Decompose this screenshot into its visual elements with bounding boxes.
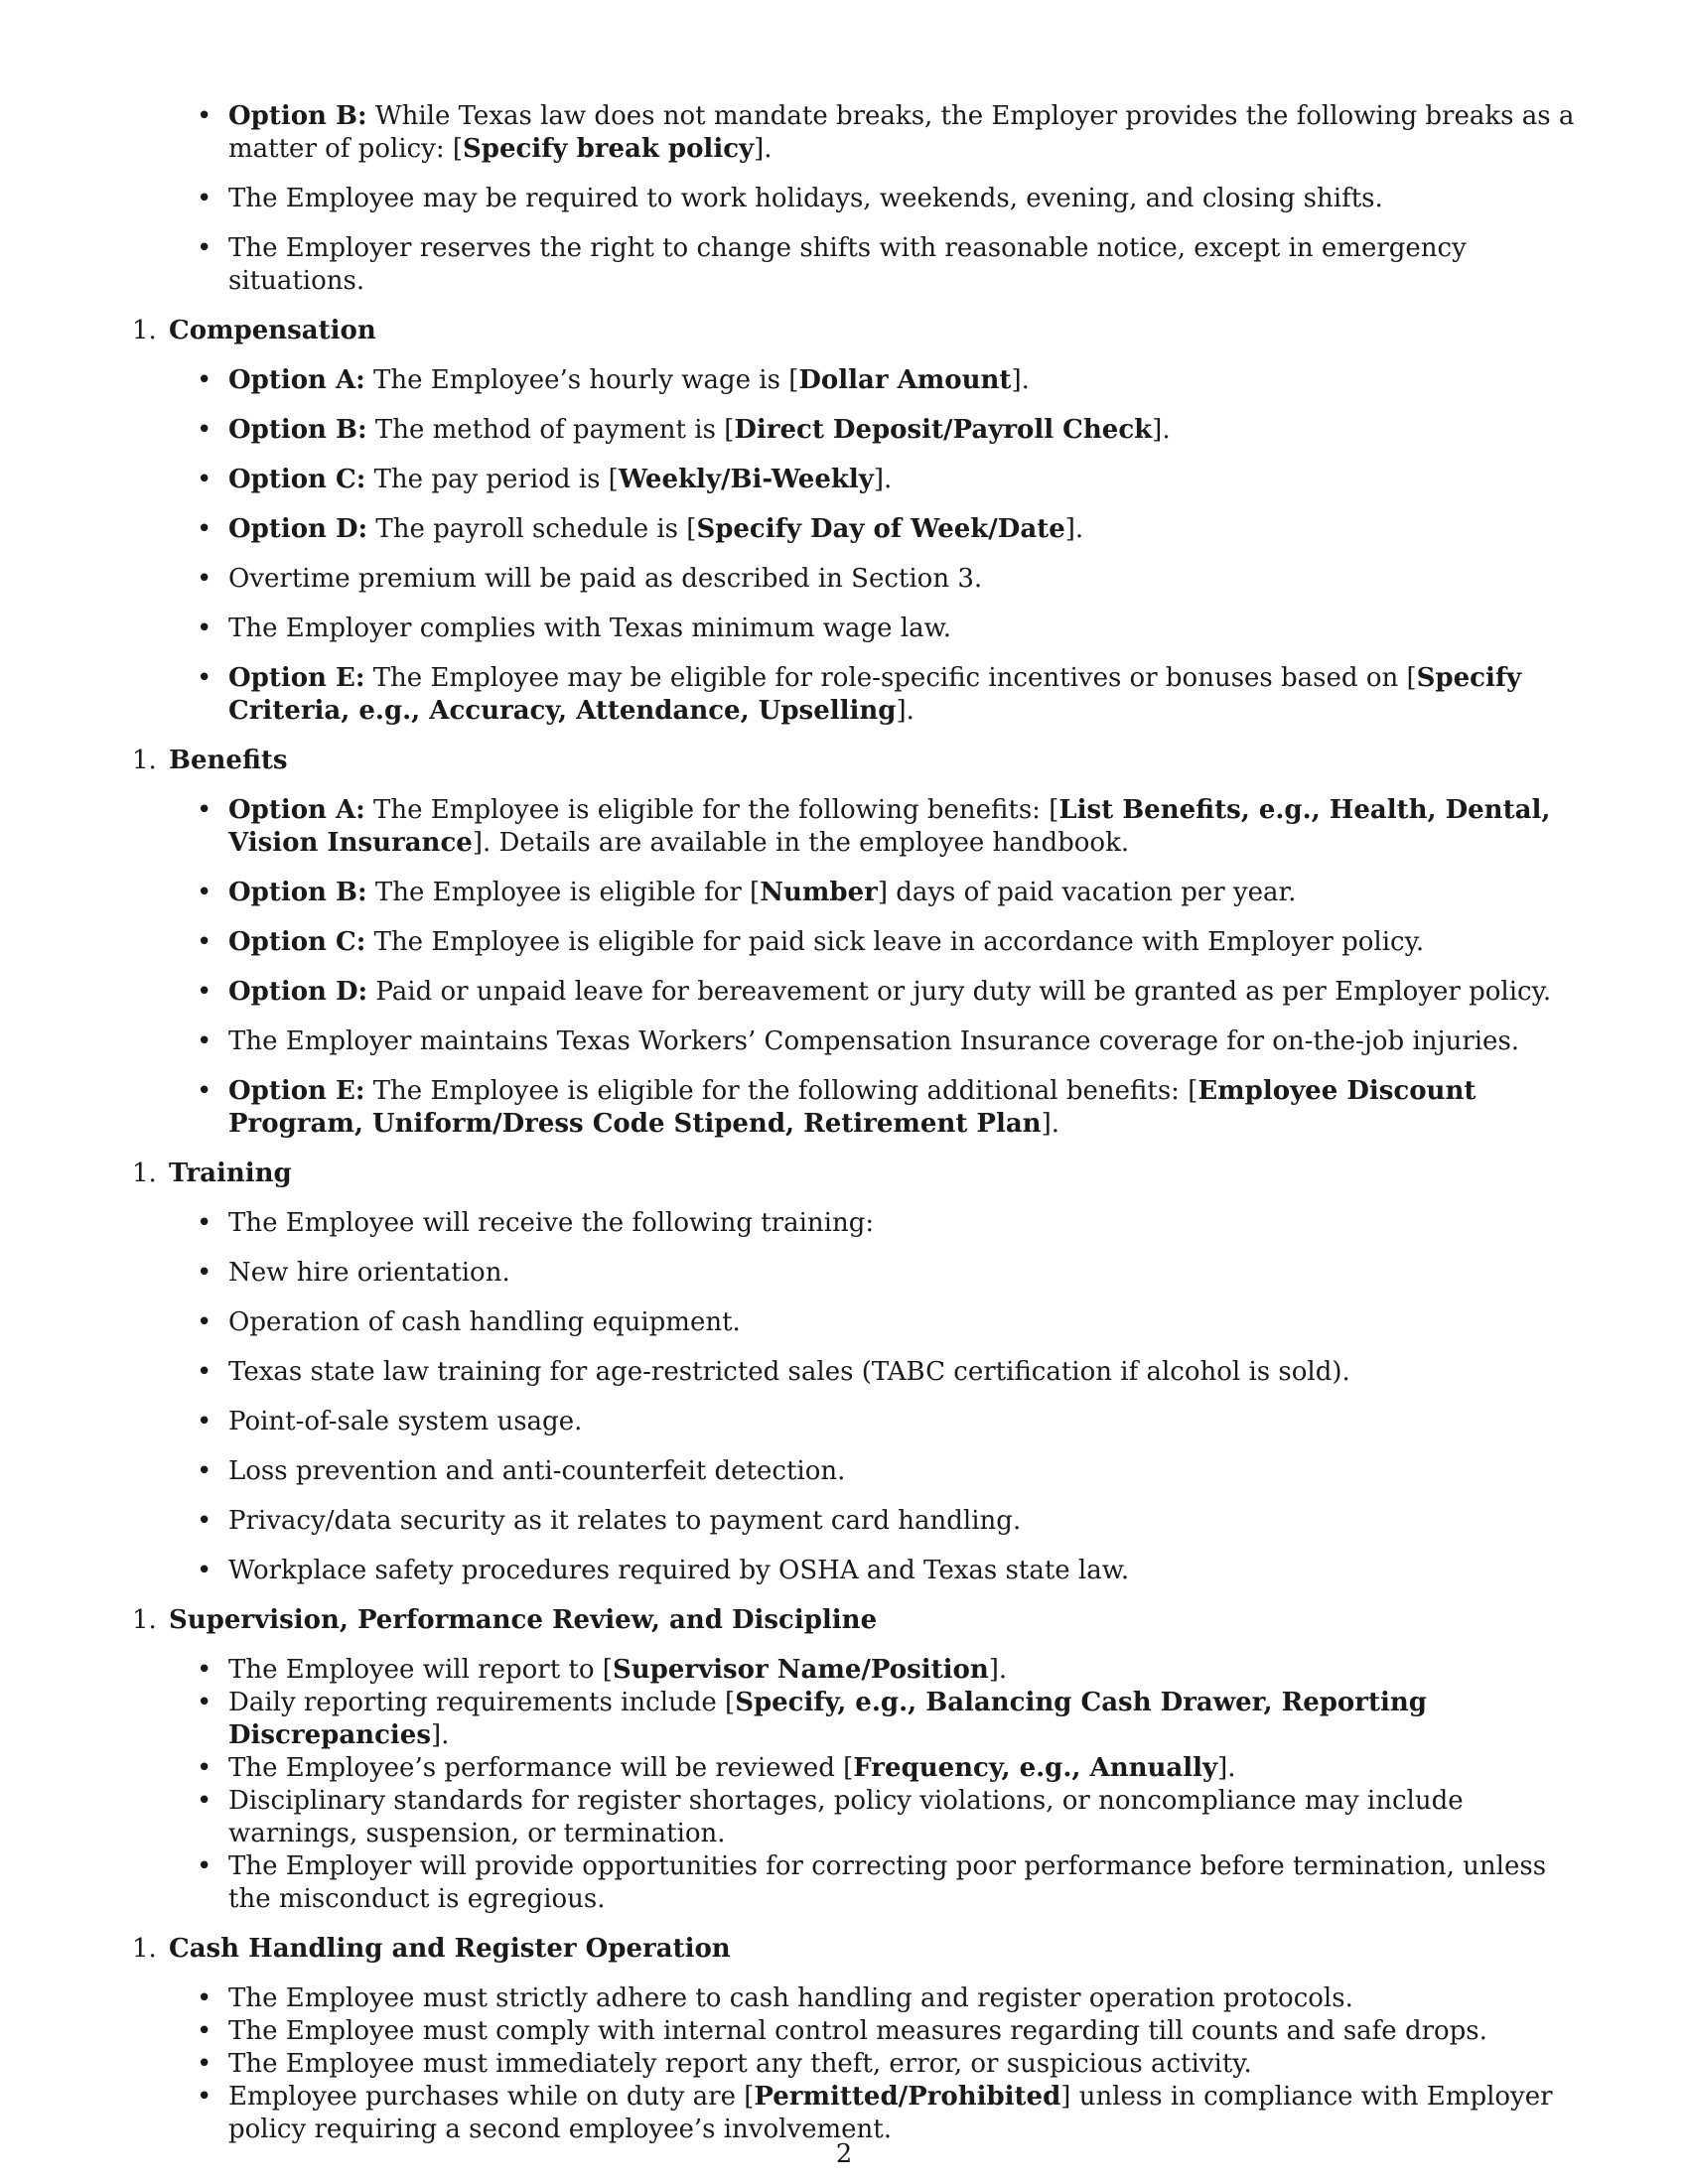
- section-title: Compensation: [169, 316, 376, 345]
- section-title: Benefits: [169, 746, 288, 775]
- section-heading-training: [129, 1158, 1591, 1190]
- section-number: 1.: [132, 1605, 157, 1635]
- section-heading-supervision: [129, 1604, 1591, 1637]
- list-item: • Operation of cash handling equipment.: [129, 1306, 1591, 1339]
- list-item: • Option E: The Employee is eligible for the following additional benefits: [Employee Discount Program, Uniform/Dress Code Stipend, Retirement Plan].: [129, 1075, 1591, 1141]
- section-heading-benefits: [129, 745, 1591, 777]
- cash-handling-list: [129, 1982, 1591, 2146]
- list-item: • Employee purchases while on duty are [Permitted/Prohibited] unless in compliance with Employer policy requiring a second employee’s involvement.: [129, 2081, 1591, 2146]
- list-item: • The Employer will provide opportunities for correcting poor performance before termination, unless the misconduct is egregious.: [129, 1850, 1591, 1916]
- intro-list: [129, 100, 1591, 298]
- list-item: • The Employee must comply with internal control measures regarding till counts and safe drops.: [129, 2015, 1591, 2048]
- list-item: • Option E: The Employee may be eligible for role-specific incentives or bonuses based on [Specify Criteria, e.g., Accuracy, Attendance, Upselling].: [129, 662, 1591, 728]
- section-number: 1.: [132, 746, 157, 775]
- list-item: • New hire orientation.: [129, 1257, 1591, 1290]
- list-item: • Option D: Paid or unpaid leave for bereavement or jury duty will be granted as per Employer policy.: [129, 976, 1591, 1009]
- supervision-list: [129, 1654, 1591, 1916]
- list-item: • The Employee will receive the following training:: [129, 1207, 1591, 1240]
- list-item: • Daily reporting requirements include [Specify, e.g., Balancing Cash Drawer, Reporting Discrepancies].: [129, 1687, 1591, 1752]
- section-title: Training: [169, 1159, 292, 1188]
- section-title: Cash Handling and Register Operation: [169, 1934, 731, 1964]
- document-body: [129, 100, 1591, 2146]
- list-item: • Texas state law training for age-restricted sales (TABC certification if alcohol is sold).: [129, 1356, 1591, 1389]
- list-item: • Option B: The Employee is eligible for [Number] days of paid vacation per year.: [129, 877, 1591, 909]
- list-item: • Option D: The payroll schedule is [Specify Day of Week/Date].: [129, 513, 1591, 546]
- list-item: • The Employee must strictly adhere to cash handling and register operation protocols.: [129, 1982, 1591, 2015]
- list-item: • Option A: The Employee is eligible for the following benefits: [List Benefits, e.g., Health, Dental, Vision Insurance]. Details are available in the employee handbook.: [129, 794, 1591, 860]
- section-heading-cash-handling: [129, 1933, 1591, 1966]
- list-item: • Option C: The Employee is eligible for paid sick leave in accordance with Employer policy.: [129, 926, 1591, 959]
- list-item: • Workplace safety procedures required by OSHA and Texas state law.: [129, 1555, 1591, 1587]
- list-item: • Option B: While Texas law does not mandate breaks, the Employer provides the following breaks as a matter of policy: [Specify break policy].: [129, 100, 1591, 166]
- list-item: • The Employee may be required to work holidays, weekends, evening, and closing shifts.: [129, 183, 1591, 215]
- list-item: • Option C: The pay period is [Weekly/Bi-Weekly].: [129, 464, 1591, 496]
- list-item: • The Employer complies with Texas minimum wage law.: [129, 613, 1591, 645]
- list-item: • Option A: The Employee’s hourly wage is [Dollar Amount].: [129, 364, 1591, 397]
- list-item: • The Employer maintains Texas Workers’ Compensation Insurance coverage for on-the-job injuries.: [129, 1025, 1591, 1058]
- page-number: 2: [835, 2139, 853, 2169]
- list-item: • The Employee will report to [Supervisor Name/Position].: [129, 1654, 1591, 1687]
- section-title: Supervision, Performance Review, and Discipline: [169, 1605, 878, 1635]
- list-item: • Disciplinary standards for register shortages, policy violations, or noncompliance may include warnings, suspension, or termination.: [129, 1785, 1591, 1850]
- section-number: 1.: [132, 1934, 157, 1964]
- training-list: [129, 1207, 1591, 1587]
- list-item: • The Employer reserves the right to change shifts with reasonable notice, except in emergency situations.: [129, 232, 1591, 298]
- list-item: • Point-of-sale system usage.: [129, 1406, 1591, 1438]
- list-item: • Overtime premium will be paid as described in Section 3.: [129, 563, 1591, 596]
- list-item: • Option B: The method of payment is [Direct Deposit/Payroll Check].: [129, 414, 1591, 447]
- section-heading-compensation: [129, 315, 1591, 347]
- list-item: • Loss prevention and anti-counterfeit detection.: [129, 1455, 1591, 1488]
- compensation-list: [129, 364, 1591, 728]
- section-number: 1.: [132, 1159, 157, 1188]
- list-item: • Privacy/data security as it relates to payment card handling.: [129, 1505, 1591, 1538]
- list-item: • The Employee must immediately report any theft, error, or suspicious activity.: [129, 2048, 1591, 2081]
- benefits-list: [129, 794, 1591, 1141]
- list-item: • The Employee’s performance will be reviewed [Frequency, e.g., Annually].: [129, 1752, 1591, 1785]
- section-number: 1.: [132, 316, 157, 345]
